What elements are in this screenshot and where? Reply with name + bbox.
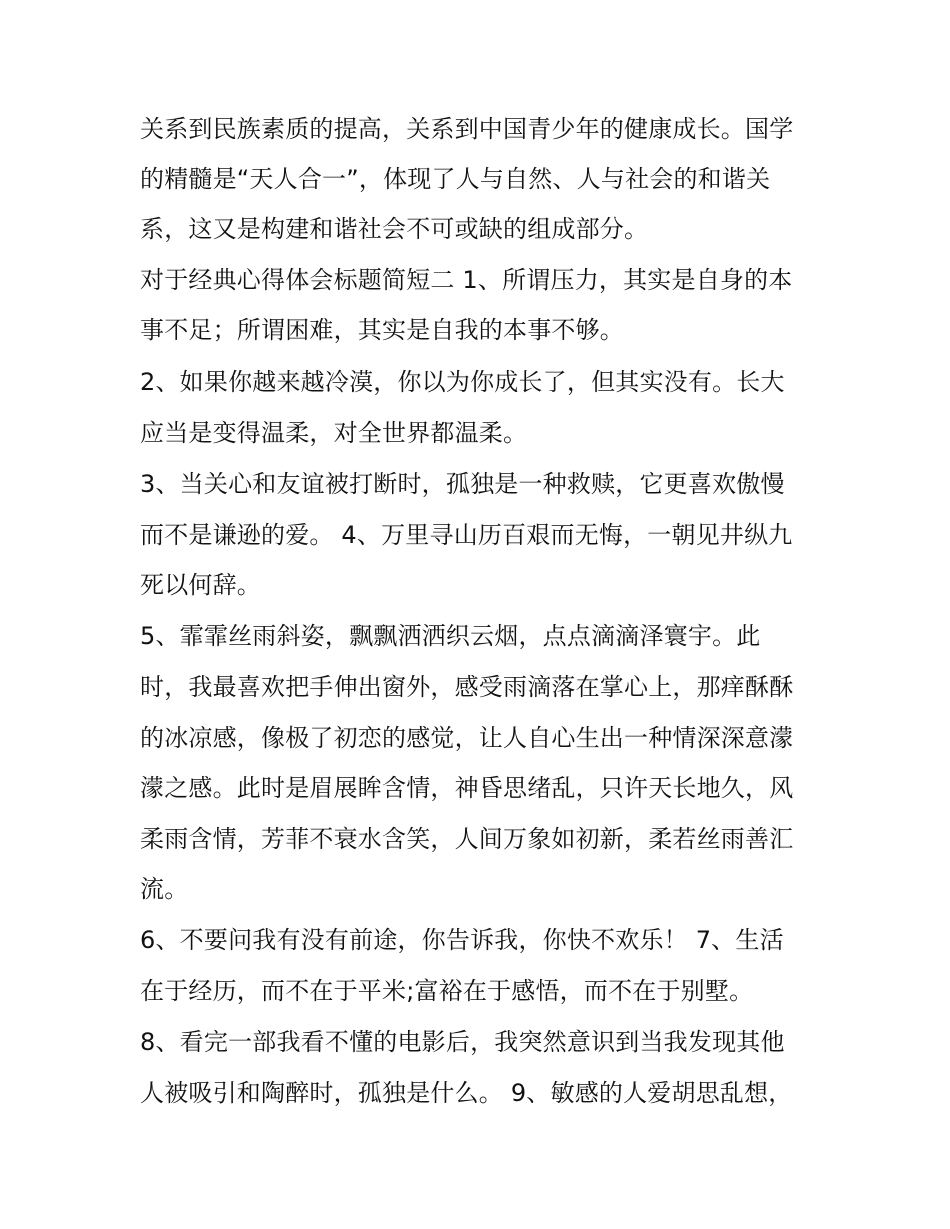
text-line: 柔雨含情，芳菲不衰水含笑，人间万象如初新，柔若丝雨善汇 xyxy=(140,825,794,853)
text-line: 事不足；所谓困难，其实是自我的本事不够。 xyxy=(140,316,624,344)
text-line: 人被吸引和陶醉时，孤独是什么。 9、敏感的人爱胡思乱想， xyxy=(140,1079,793,1107)
text-line: 流。 xyxy=(140,875,189,903)
text-line: 关系到民族素质的提高，关系到中国青少年的健康成长。国学 xyxy=(140,115,794,143)
text-line: 3、当关心和友谊被打断时，孤独是一种救赎，它更喜欢傲慢 xyxy=(140,470,785,498)
text-line: 系，这又是构建和谐社会不可或缺的组成部分。 xyxy=(140,215,649,243)
text-line: 的精髓是“天人合一”，体现了人与自然、人与社会的和谐关 xyxy=(140,165,771,193)
text-line: 对于经典心得体会标题简短二 1、所谓压力，其实是自身的本 xyxy=(140,266,793,294)
text-line: 而不是谦逊的爱。 4、万里寻山历百艰而无悔，一朝见井纵九 xyxy=(140,521,793,549)
text-line: 6、不要问我有没有前途，你告诉我，你快不欢乐！ 7、生活 xyxy=(140,926,784,954)
text-line: 8、看完一部我看不懂的电影后，我突然意识到当我发现其他 xyxy=(140,1028,785,1056)
text-line: 濛之感。此时是眉展眸含情，神昏思绪乱，只许天长地久，风 xyxy=(140,774,794,802)
text-line: 在于经历，而不在于平米;富裕在于感悟，而不在于别墅。 xyxy=(140,977,754,1005)
text-line: 2、如果你越来越冷漠，你以为你成长了，但其实没有。长大 xyxy=(140,368,785,396)
text-line: 5、霏霏丝雨斜姿，飘飘洒洒织云烟，点点滴滴泽寰宇。此 xyxy=(140,622,761,650)
text-line: 应当是变得温柔，对全世界都温柔。 xyxy=(140,419,528,447)
text-line: 死以何辞。 xyxy=(140,571,261,599)
text-line: 的冰凉感，像极了初恋的感觉，让人自心生出一种情深深意濛 xyxy=(140,724,794,752)
text-line: 时，我最喜欢把手伸出窗外，感受雨滴落在掌心上，那痒酥酥 xyxy=(140,673,794,701)
